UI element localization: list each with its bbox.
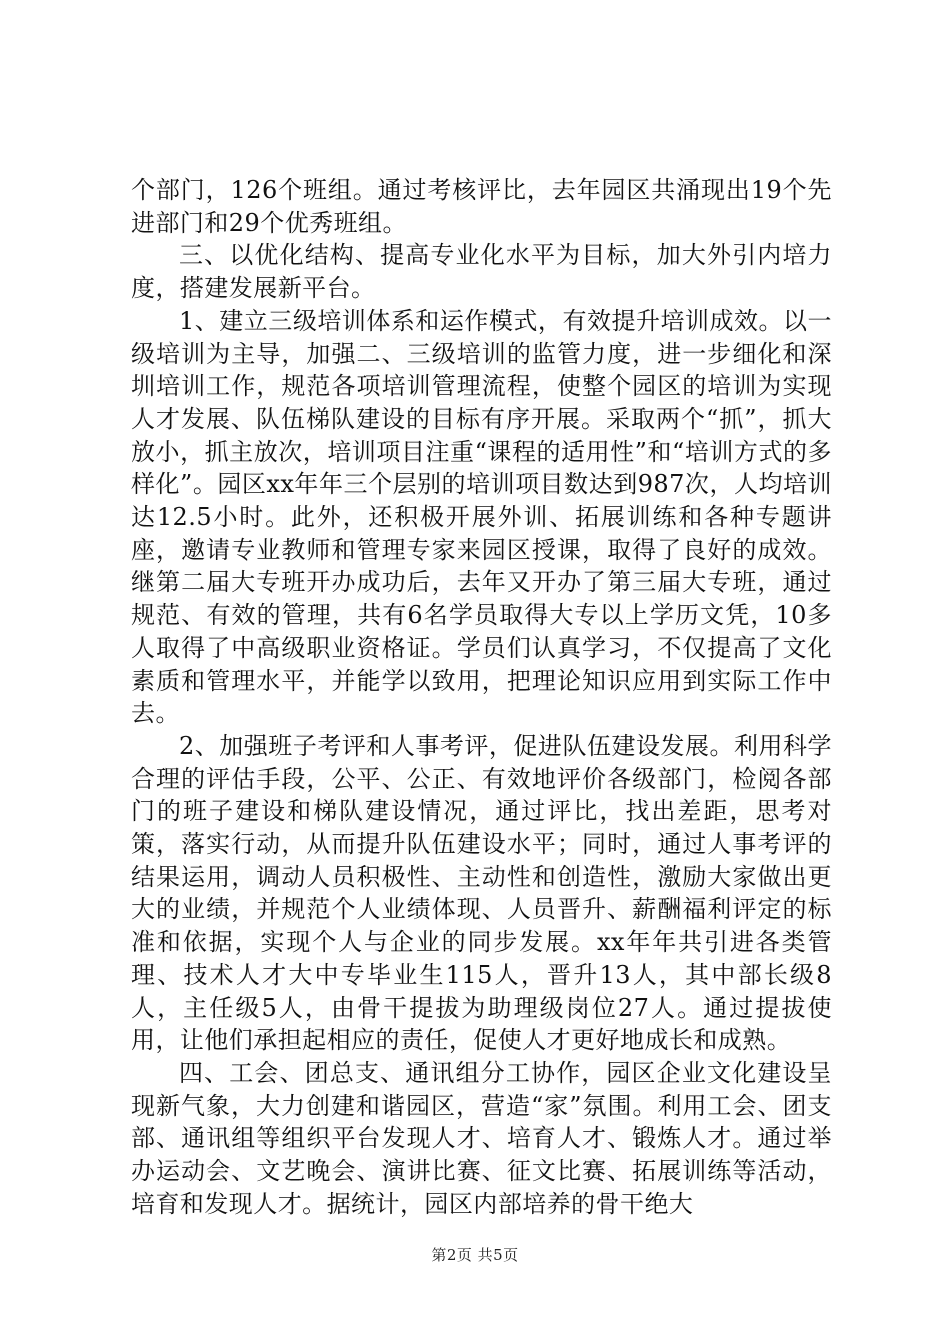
paragraph-training-system: 1、建立三级培训体系和运作模式，有效提升培训成效。以一级培训为主导，加强二、三级培训的监管力度，进一步细化和深圳培训工作，规范各项培训管理流程，使整个园区的培训为实现人才发展、队伍梯队建设的目标有序开展。采取两个“抓”，抓大放小，抓主放次，培训项目注重“课程的适用性”和“培训方式的多样化”。园区xx年年三个层别的培训项目数达到987次，人均培训达12.5小时。此外，还积极开展外训、拓展训练和各种专题讲座，邀请专业教师和管理专家来园区授课，取得了良好的成效。继第二届大专班开办成功后，去年又开办了第三届大专班，通过规范、有效的管理，共有6名学员取得大专以上学历文凭，10多人取得了中高级职业资格证。学员们认真学习，不仅提高了文化素质和管理水平，并能学以致用，把理论知识应用到实际工作中去。 [131, 306, 832, 728]
paragraph-evaluation: 2、加强班子考评和人事考评，促进队伍建设发展。利用科学合理的评估手段，公平、公正、有效地评价各级部门，检阅各部门的班子建设和梯队建设情况，通过评比，找出差距，思考对策，落实行动，从而提升队伍建设水平；同时，通过人事考评的结果运用，调动人员积极性、主动性和创造性，激励大家做出更大的业绩，并规范个人业绩体现、人员晋升、薪酬福利评定的标准和依据，实现个人与企业的同步发展。xx年年共引进各类管理、技术人才大中专毕业生115人，晋升13人，其中部长级8人，主任级5人，由骨干提拔为助理级岗位27人。通过提拔使用，让他们承担起相应的责任，促使人才更好地成长和成熟。 [131, 731, 832, 1055]
document-body [131, 174, 832, 1221]
page-number-footer: 第2页 共5页 [431, 1246, 519, 1264]
paragraph-section-three-heading: 三、以优化结构、提高专业化水平为目标，加大外引内培力度，搭建发展新平台。 [131, 241, 832, 303]
paragraph-section-four-heading: 四、工会、团总支、通讯组分工协作，园区企业文化建设呈现新气象，大力创建和谐园区，营造“家”氛围。利用工会、团支部、通讯组等组织平台发现人才、培育人才、锻炼人才。通过举办运动会、文艺晚会、演讲比赛、征文比赛、拓展训练等活动，培育和发现人才。据统计，园区内部培养的骨干绝大 [131, 1058, 832, 1218]
paragraph-continuation: 个部门，126个班组。通过考核评比，去年园区共涌现出19个先进部门和29个优秀班组。 [131, 176, 832, 237]
